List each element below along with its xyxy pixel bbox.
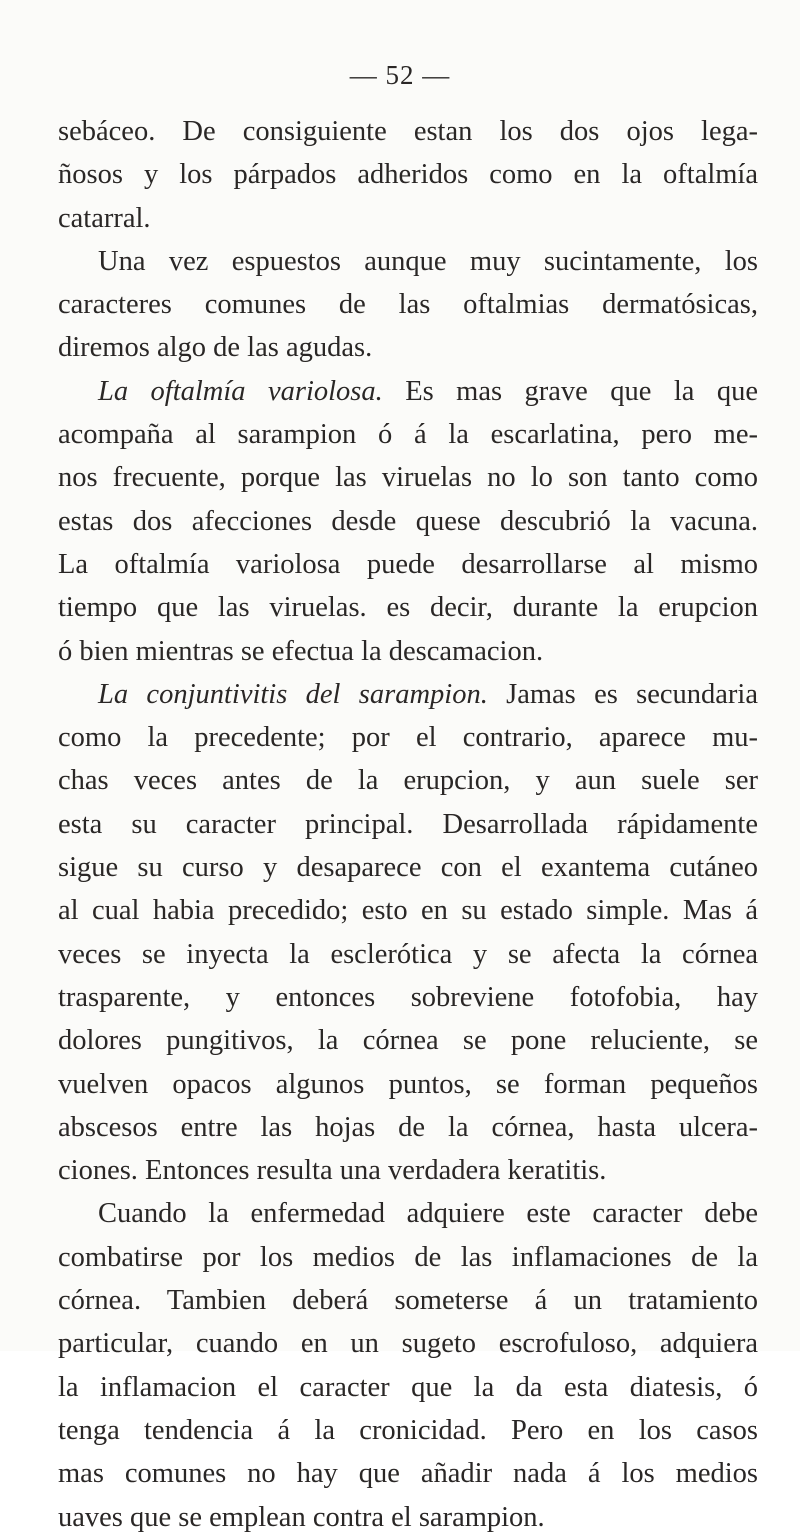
text-line: particular, cuando en un sugeto escrofuloso, adquiera bbox=[58, 1328, 758, 1360]
text-line: acompaña al sarampion ó á la escarlatina, pero me- bbox=[58, 419, 758, 451]
text-line: vuelven opacos algunos puntos, se forman pequeños bbox=[58, 1068, 758, 1100]
text-line: abscesos entre las hojas de la córnea, hasta ulcera- bbox=[58, 1111, 758, 1143]
text-line: Cuando la enfermedad adquiere este caracter debe bbox=[98, 1198, 758, 1230]
text-line: combatirse por los medios de las inflamaciones de la bbox=[58, 1241, 758, 1273]
text-line: chas veces antes de la erupcion, y aun suele ser bbox=[58, 765, 758, 797]
text-line: sigue su curso y desaparece con el exantema cutáneo bbox=[58, 852, 758, 884]
text-line: córnea. Tambien deberá someterse á un tratamiento bbox=[58, 1285, 758, 1317]
text-line: La oftalmía variolosa puede desarrollarse al mismo bbox=[58, 548, 758, 580]
text-line: catarral. bbox=[58, 202, 151, 234]
text-line: tenga tendencia á la cronicidad. Pero en los casos bbox=[58, 1414, 758, 1446]
section-heading-line: La conjuntivitis del sarampion. Jamas es secundaria bbox=[98, 678, 758, 710]
text-line: sebáceo. De consiguiente estan los dos ojos lega- bbox=[58, 116, 758, 147]
text-line: nos frecuente, porque las viruelas no lo son tanto como bbox=[58, 462, 758, 494]
section-heading: La conjuntivitis del sarampion. bbox=[98, 678, 488, 710]
text-line: ñosos y los párpados adheridos como en la oftalmía bbox=[58, 159, 758, 191]
text-line: como la precedente; por el contrario, aparece mu- bbox=[58, 722, 758, 754]
page-number: — 52 — bbox=[349, 60, 451, 90]
body-text bbox=[58, 110, 758, 1539]
section-heading: La oftalmía variolosa. bbox=[98, 375, 383, 407]
text-line: Una vez espuestos aunque muy sucintamente, los bbox=[98, 245, 758, 277]
text-line: diremos algo de las agudas. bbox=[58, 332, 373, 364]
text-line: ciones. Entonces resulta una verdadera keratitis. bbox=[58, 1155, 607, 1187]
text-line: uaves que se emplean contra el sarampion. bbox=[58, 1501, 545, 1533]
text-line: la inflamacion el caracter que la da esta diatesis, ó bbox=[58, 1371, 758, 1403]
text-line: mas comunes no hay que añadir nada á los medios bbox=[58, 1458, 758, 1490]
text-line: tiempo que las viruelas. es decir, durante la erupcion bbox=[58, 592, 758, 624]
section-heading-line: La oftalmía variolosa. Es mas grave que la que bbox=[98, 375, 758, 407]
text-line: trasparente, y entonces sobreviene fotofobia, hay bbox=[58, 981, 758, 1013]
text-line: veces se inyecta la esclerótica y se afecta la córnea bbox=[58, 938, 758, 970]
text-line: ó bien mientras se efectua la descamacion. bbox=[58, 635, 544, 667]
text-line: estas dos afecciones desde quese descubrió la vacuna. bbox=[58, 505, 758, 537]
text-line: dolores pungitivos, la córnea se pone reluciente, se bbox=[58, 1025, 758, 1057]
text-line: al cual habia precedido; esto en su estado simple. Mas á bbox=[58, 895, 758, 927]
text-line: caracteres comunes de las oftalmias dermatósicas, bbox=[58, 289, 758, 321]
text-line: esta su caracter principal. Desarrollada rápidamente bbox=[58, 808, 758, 840]
